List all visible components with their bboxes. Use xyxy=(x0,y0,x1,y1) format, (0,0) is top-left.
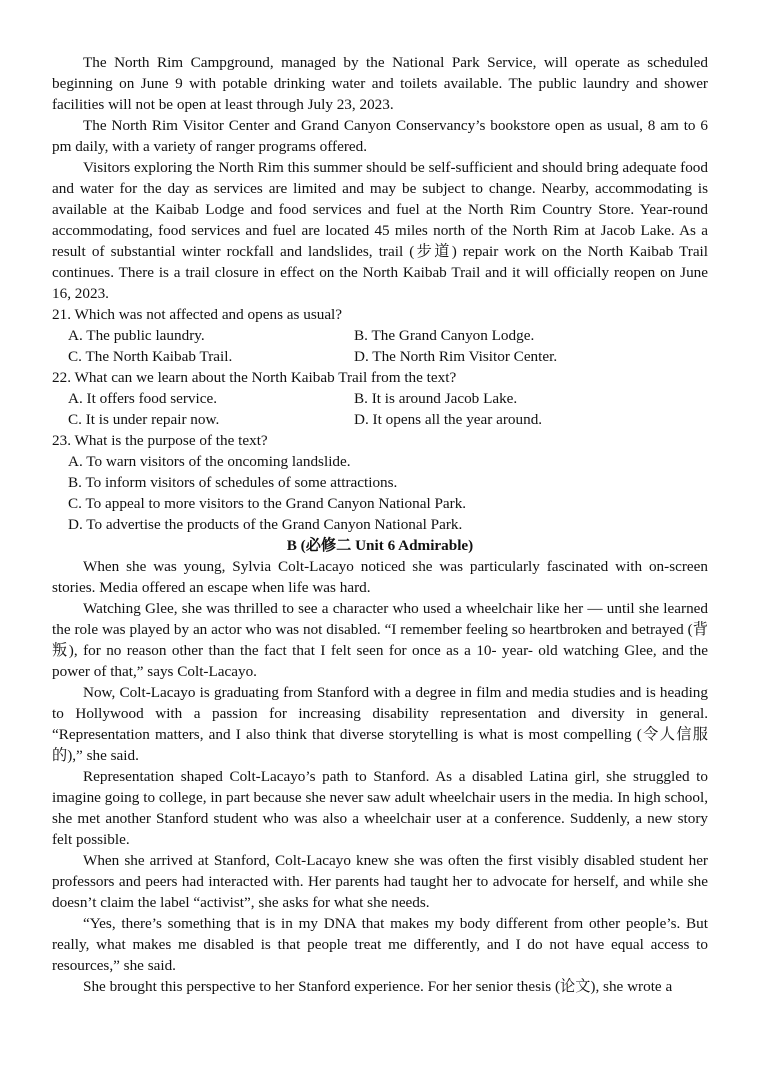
question-21-stem: 21. Which was not affected and opens as usual? xyxy=(52,306,343,323)
question-22-option-d: D. It opens all the year around. xyxy=(354,411,543,428)
passage-b-paragraph-4: Representation shaped Colt-Lacayo’s path to Stanford. As a disabled Latina girl, she struggled to imagine going to college, in part because she never saw adult wheelchair users in the media. In high school, she met another Stanford student who was also a wheelchair user at a conference. Suddenly, a new story felt possible. xyxy=(52,768,708,848)
passage-b xyxy=(52,535,708,997)
passage-a-paragraph-1: The North Rim Campground, managed by the National Park Service, will operate as scheduled beginning on June 9 with potable drinking water and toilets available. The public laundry and shower facilities will not be open at least through July 23, 2023. xyxy=(52,54,708,113)
question-21-option-c: C. The North Kaibab Trail. xyxy=(68,348,233,365)
question-21-option-d: D. The North Rim Visitor Center. xyxy=(354,348,558,365)
passage-a-paragraph-3: Visitors exploring the North Rim this summer should be self-sufficient and should bring adequate food and water for the day as services are limited and may be subject to change. Nearby, accommodating is available at the Kaibab Lodge and food services and fuel at the North Rim Country Store. Year-round accommodating, food services and fuel are located 45 miles north of the North Rim at Jacob Lake. As a result of substantial winter rockfall and landslides, trail (步道) repair work on the North Kaibab Trail continues. There is a trail closure in effect on the North Kaibab Trail and it will officially reopen on June 16, 2023. xyxy=(52,159,708,302)
passage-b-paragraph-1: When she was young, Sylvia Colt-Lacayo noticed she was particularly fascinated with on-screen stories. Media offered an escape when life was hard. xyxy=(52,558,708,596)
question-21-option-b: B. The Grand Canyon Lodge. xyxy=(354,327,535,344)
passage-b-paragraph-6: “Yes, there’s something that is in my DNA that makes my body different from other people’s. But really, what makes me disabled is that people treat me differently, and I do not have equal access to resources,” she said. xyxy=(52,915,708,974)
question-21-option-a: A. The public laundry. xyxy=(68,327,205,344)
question-21-options-row-1 xyxy=(52,325,708,346)
question-23 xyxy=(52,430,708,535)
question-23-option-a: A. To warn visitors of the oncoming landslide. xyxy=(68,453,351,470)
passage-b-paragraph-2: Watching Glee, she was thrilled to see a character who used a wheelchair like her — until she learned the role was played by an actor who was not disabled. “I remember feeling so heartbroken and betrayed (背叛), for no reason other than the fact that I felt seen for once as a 10- year- old watching Glee, and the power of that,” says Colt-Lacayo. xyxy=(52,600,708,680)
passage-a-paragraph-2: The North Rim Visitor Center and Grand Canyon Conservancy’s bookstore open as usual, 8 am to 6 pm daily, with a variety of ranger programs offered. xyxy=(52,117,708,155)
question-23-option-c: C. To appeal to more visitors to the Grand Canyon National Park. xyxy=(68,495,467,512)
passage-a xyxy=(52,52,708,304)
exam-page xyxy=(52,52,708,997)
question-22-option-a: A. It offers food service. xyxy=(68,390,218,407)
passage-b-title: B (必修二 Unit 6 Admirable) xyxy=(286,537,474,554)
question-23-stem: 23. What is the purpose of the text? xyxy=(52,432,268,449)
question-22-option-b: B. It is around Jacob Lake. xyxy=(354,390,518,407)
question-23-option-b: B. To inform visitors of schedules of some attractions. xyxy=(68,474,398,491)
question-22-options-row-1 xyxy=(52,388,708,409)
question-22 xyxy=(52,367,708,430)
passage-b-paragraph-3: Now, Colt-Lacayo is graduating from Stanford with a degree in film and media studies and is heading to Hollywood with a passion for increasing disability representation and diversity in general. “Representation matters, and I also think that diverse storytelling is what is most compelling (令人信服的),” she said. xyxy=(52,684,708,764)
question-22-stem: 22. What can we learn about the North Kaibab Trail from the text? xyxy=(52,369,457,386)
passage-b-paragraph-7: She brought this perspective to her Stanford experience. For her senior thesis (论文), she wrote a xyxy=(83,978,673,995)
question-22-option-c: C. It is under repair now. xyxy=(68,411,220,428)
passage-b-paragraph-5: When she arrived at Stanford, Colt-Lacayo knew she was often the first visibly disabled student her professors and peers had interacted with. Her parents had taught her to advocate for herself, and while she doesn’t claim the label “activist”, she asks for what she needs. xyxy=(52,852,708,911)
question-22-options-row-2 xyxy=(52,409,708,430)
question-21-options-row-2 xyxy=(52,346,708,367)
question-23-option-d: D. To advertise the products of the Grand Canyon National Park. xyxy=(68,516,463,533)
question-21 xyxy=(52,304,708,367)
